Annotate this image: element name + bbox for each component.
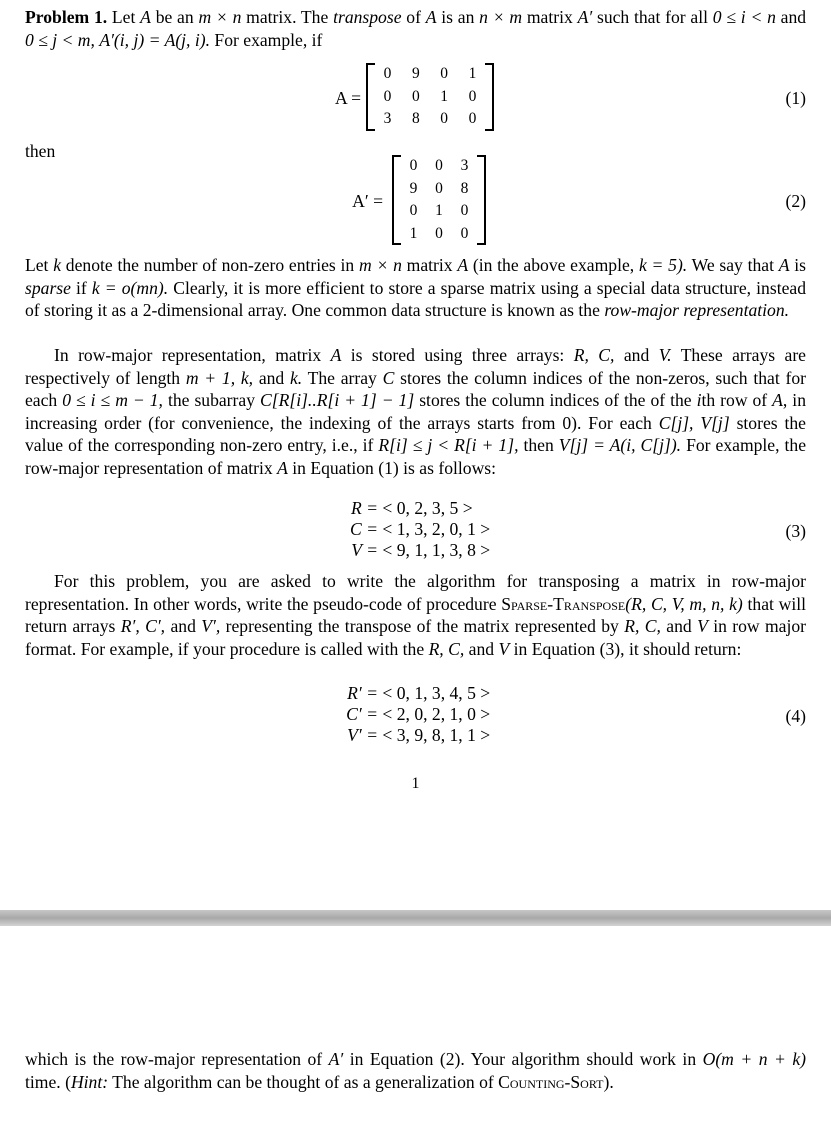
matrix-a-prime-cell: 0 — [409, 157, 418, 174]
eq2-number: (2) — [785, 191, 806, 211]
matrix-a-cell: 1 — [468, 65, 477, 82]
matrix-a-cell: 9 — [411, 65, 420, 82]
matrix-a-row — [368, 108, 492, 131]
matrix-a-prime-row — [394, 200, 484, 223]
eq3-row-v: V = < 9, 1, 1, 3, 8 > — [351, 540, 491, 560]
eq3-row-c: C = < 1, 3, 2, 0, 1 > — [349, 519, 491, 539]
matrix-a-cell: 0 — [383, 87, 392, 105]
page-separator — [0, 910, 831, 926]
eq4-row-c: C′ = < 2, 0, 2, 1, 0 > — [346, 704, 491, 724]
matrix-a-prime-cell: 0 — [409, 202, 418, 219]
matrix-a-prime-cell: 1 — [435, 202, 443, 219]
matrix-a-prime-row — [394, 223, 484, 246]
matrix-a-prime-cell: 1 — [409, 224, 418, 242]
eq1-lhs: A = — [334, 88, 361, 108]
eq4-number: (4) — [785, 706, 806, 726]
then-text: then — [25, 141, 56, 161]
matrix-a-cell: 1 — [440, 87, 449, 105]
paragraph-row-major: In row-major representation, matrix A is stored using three arrays: R, C, and V. These arrays are respectively of length m + 1, k, and k. The array C stores the column indices of the non-zeros, such that for each 0 ≤ i ≤ m − 1, the subarray C[R[i]..R[i + 1] − 1] stores the column indices of the of the ith row of A, in increasing order (for convenience, the indexing of the arrays starts from 0). For each C[j], V[j] stores the value of the corresponding non-zero entry, i.e., if R[i] ≤ j < R[i + 1], then V[j] = A(i, C[j]). For example, the row-major representation of matrix A in Equation (1) is as follows: — [25, 345, 806, 478]
matrix-a-prime-cell: 0 — [460, 224, 469, 242]
matrix-a-prime-cell: 9 — [409, 179, 418, 197]
eq4-row-r: R′ = < 0, 1, 3, 4, 5 > — [347, 683, 491, 703]
equation-3 — [330, 498, 490, 561]
matrix-a-cell: 0 — [440, 110, 449, 127]
page-number: 1 — [411, 775, 420, 792]
matrix-a-row — [368, 63, 492, 86]
matrix-a-row — [368, 86, 492, 109]
eq4-row-v: V′ = < 3, 9, 8, 1, 1 > — [347, 725, 491, 745]
equation-4 — [330, 683, 490, 746]
matrix-a-prime-cell: 0 — [435, 224, 443, 242]
matrix-a-prime-cell: 0 — [435, 157, 443, 174]
matrix-a-cell: 8 — [411, 110, 420, 127]
problem-heading: Problem 1. — [25, 7, 108, 27]
paragraph-task: For this problem, you are asked to write the algorithm for transposing a matrix in row-major representation. In other words, write the pseudo-code of procedure Sparse-Transpose(R, C, V, m, n, k) that will return arrays R′, C′, and V′, representing the transpose of the matrix represented by R, C, and V in row major format. For example, if your procedure is called with the R, C, and V in Equation (3), it should return: — [25, 571, 807, 659]
matrix-a-prime-row — [394, 155, 484, 178]
pdf-page-2-paragraph: which is the row-major representation of A′ in Equation (2). Your algorithm should work in O(m + n + k) time. (Hint: The algorithm can be thought of as a generalization of Counting-Sort). — [25, 1049, 806, 1092]
matrix-a-prime-cell: 3 — [460, 157, 469, 174]
matrix-a-cell: 0 — [468, 110, 477, 127]
eq3-number: (3) — [785, 521, 806, 541]
eq1-number: (1) — [785, 88, 806, 108]
matrix-a-cell: 0 — [468, 87, 477, 105]
paragraph-sparse: Let k denote the number of non-zero entries in m × n matrix A (in the above example, k = 5). We say that A is sparse if k = o(mn). Clearly, it is more efficient to store a sparse matrix using a special data structure, instead of storing it as a 2-dimensional array. One common data structure is known as the row-major representation. — [25, 255, 807, 321]
matrix-a-cell: 3 — [383, 110, 392, 127]
equation-2 — [25, 155, 806, 247]
matrix-a-prime-cell: 8 — [460, 179, 469, 197]
matrix-a-cell: 0 — [440, 65, 449, 82]
matrix-a-prime-row — [394, 178, 484, 201]
problem-intro: Problem 1. Let A be an m × n matrix. The transpose of A is an n × m matrix A′ such that for all 0 ≤ i < n and 0 ≤ j < m, A′(i, j) = A(j, i). For example, if — [25, 7, 807, 50]
eq2-lhs: A′ = — [352, 191, 383, 211]
matrix-a-cell: 0 — [383, 65, 392, 82]
eq3-row-r: R = < 0, 2, 3, 5 > — [350, 498, 473, 518]
matrix-a — [366, 63, 494, 131]
matrix-a-cell: 0 — [411, 87, 420, 105]
equation-1 — [25, 63, 806, 133]
matrix-a-prime-cell: 0 — [435, 179, 443, 197]
matrix-a-prime — [392, 155, 486, 245]
matrix-a-prime-cell: 0 — [460, 202, 469, 219]
